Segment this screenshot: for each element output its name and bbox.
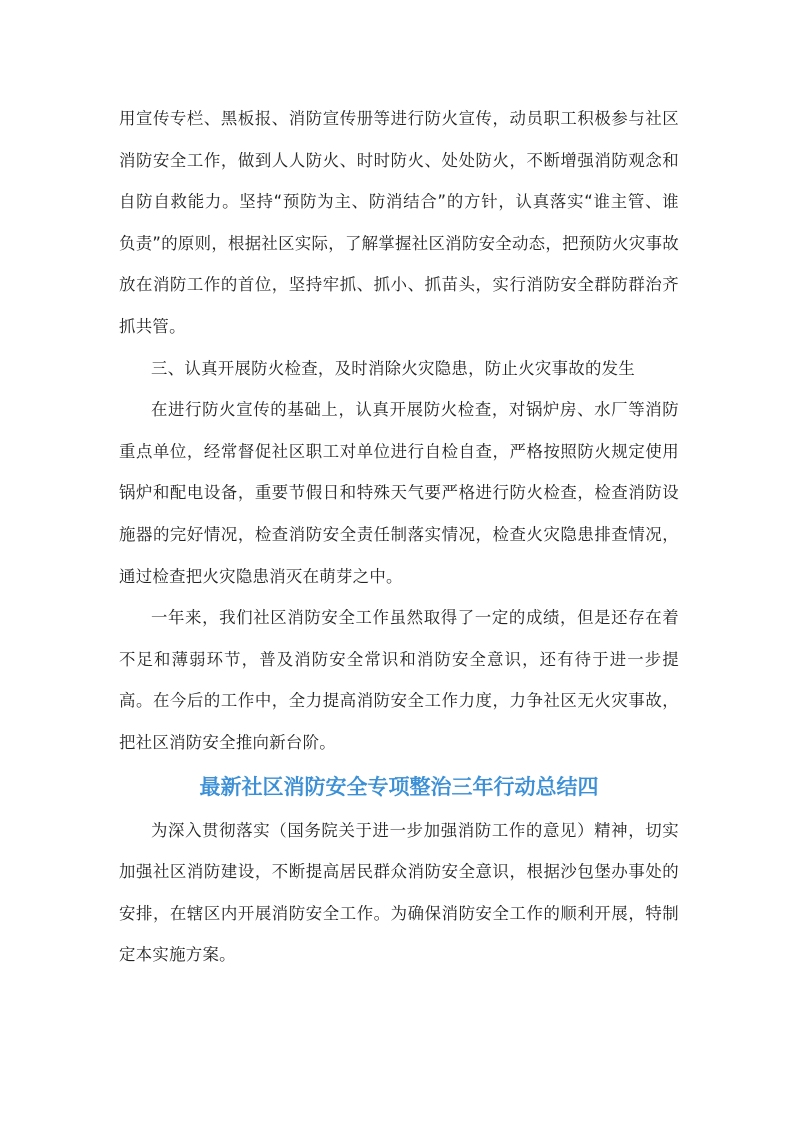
document-title: 最新社区消防安全专项整治三年行动总结四 xyxy=(199,774,599,799)
paragraph-fire-publicity: 用宣传专栏、黑板报、消防宣传册等进行防火宣传，动员职工积极参与社区消防安全工作，做到人人防火、时时防火、处处防火，不断增强消防观念和自防自救能力。坚持“预防为主、防消结合”的方针，认真落实“谁主管、谁负责”的原则，根据社区实际，了解掌握社区消防安全动态，把预防火灾事故放在消防工作的首位，坚持牢抓、抓小、抓苗头，实行消防安全群防群治齐抓共管。 xyxy=(119,109,679,336)
document-body xyxy=(119,98,679,976)
paragraph-fire-inspection: 在进行防火宣传的基础上，认真开展防火检查，对锅炉房、水厂等消防重点单位，经常督促社区职工对单位进行自检自查，严格按照防火规定使用锅炉和配电设备，重要节假日和特殊天气要严格进行防火检查，检查消防设施器的完好情况，检查消防安全责任制落实情况，检查火灾隐患排查情况，通过检查把火灾隐患消灭在萌芽之中。 xyxy=(119,400,679,586)
paragraph-implementation-intro: 为深入贯彻落实（国务院关于进一步加强消防工作的意见）精神，切实加强社区消防建设，不断提高居民群众消防安全意识，根据沙包堡办事处的安排，在辖区内开展消防安全工作。为确保消防安全工作的顺利开展，特制定本实施方案。 xyxy=(119,820,679,965)
paragraph-year-summary: 一年来，我们社区消防安全工作虽然取得了一定的成绩，但是还存在着不足和薄弱环节，普及消防安全常识和消防安全意识，还有待于进一步提高。在今后的工作中，全力提高消防安全工作力度，力争社区无火灾事故，把社区消防安全推向新台阶。 xyxy=(119,608,679,752)
section-heading-inspection: 三、认真开展防火检查，及时消除火灾隐患，防止火灾事故的发生 xyxy=(151,358,636,378)
